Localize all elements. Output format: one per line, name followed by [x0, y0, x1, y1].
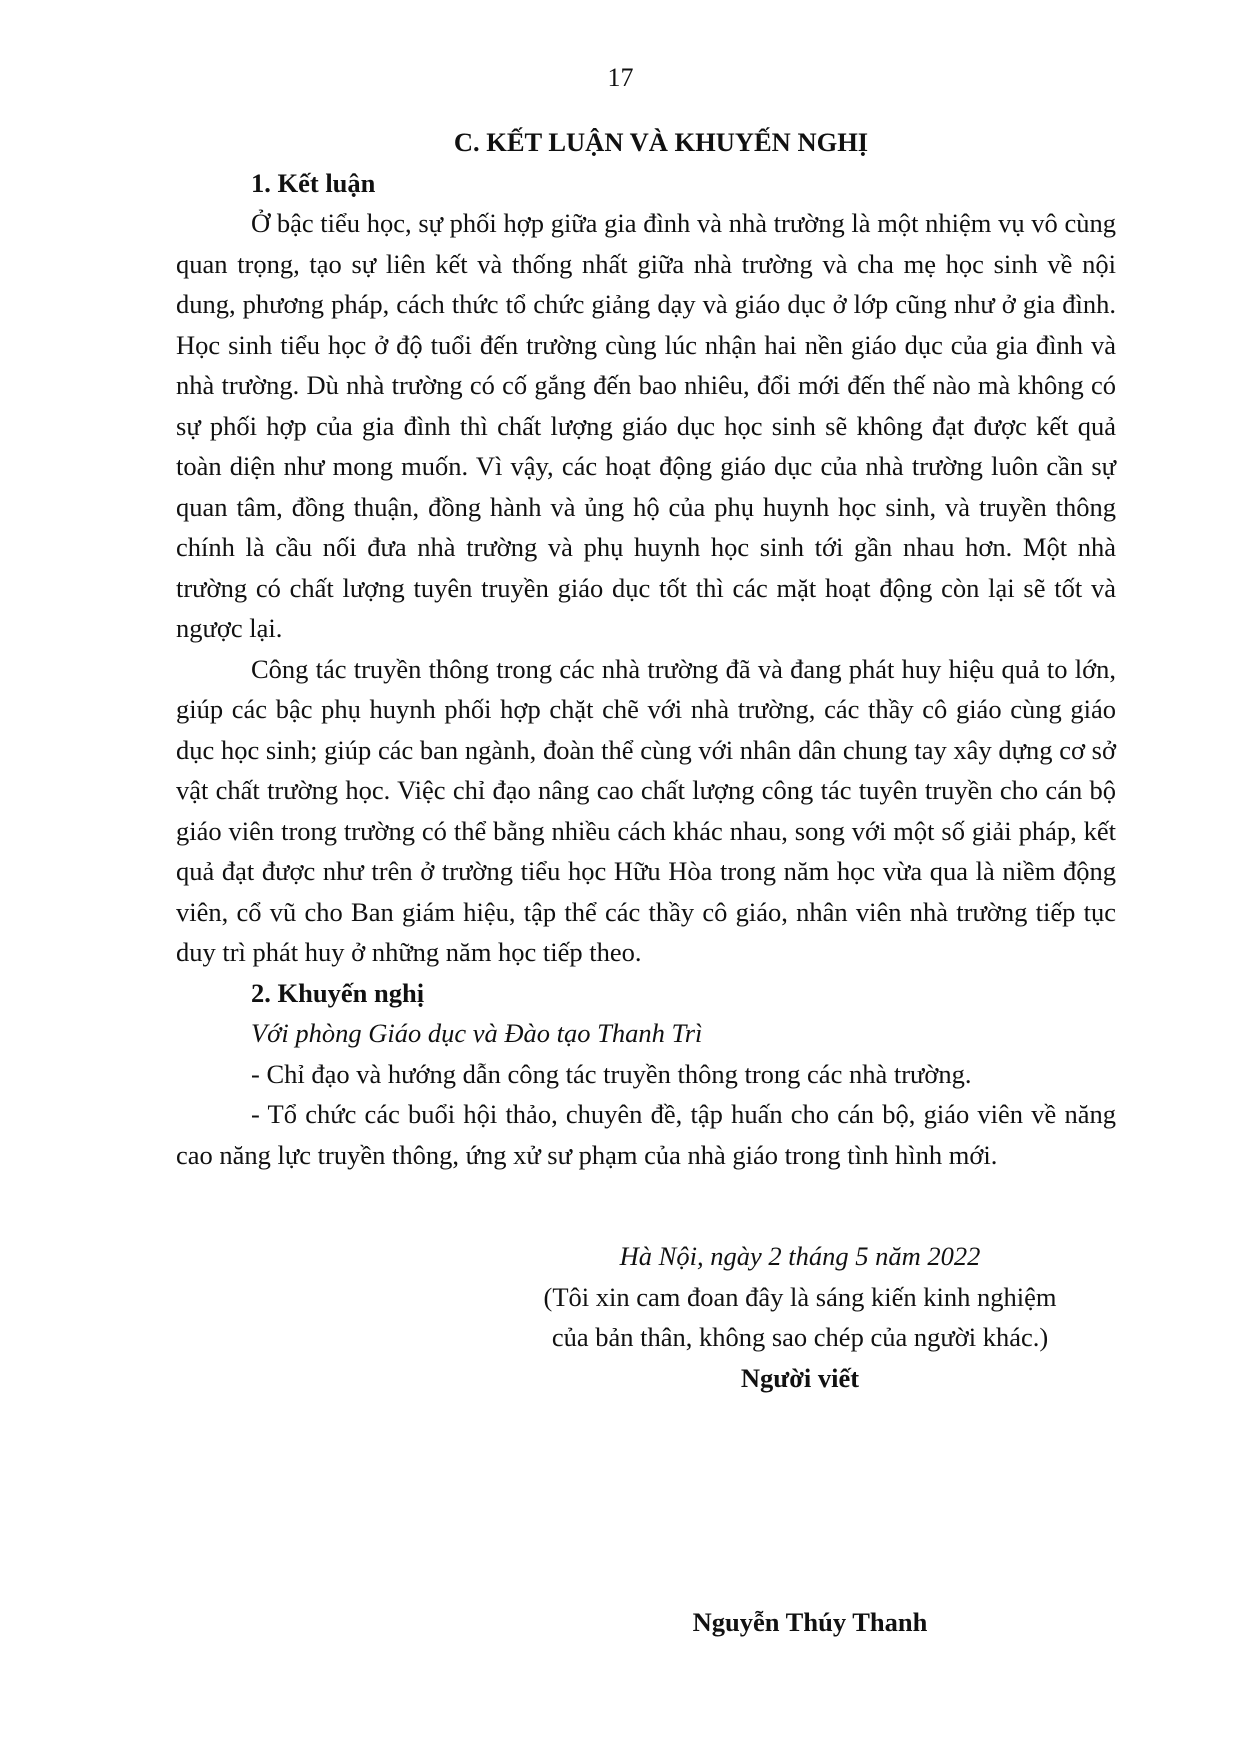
commitment-line-1: (Tôi xin cam đoan đây là sáng kiến kinh nghiệm — [543, 1281, 1057, 1312]
section-title: C. KẾT LUẬN VÀ KHUYẾN NGHỊ — [453, 127, 869, 157]
recommendation-heading: 2. Khuyến nghị — [251, 977, 425, 1008]
main-content — [176, 122, 1116, 1175]
signature-date: Hà Nội, ngày 2 tháng 5 năm 2022 — [619, 1241, 981, 1271]
page-number: 17 — [607, 63, 634, 92]
conclusion-heading: 1. Kết luận — [251, 167, 376, 198]
conclusion-paragraph-1: Ở bậc tiểu học, sự phối hợp giữa gia đình và nhà trường là một nhiệm vụ vô cùng quan trọng, tạo sự liên kết và thống nhất giữa nhà trường và cha mẹ học sinh về nội dung, phương pháp, cách thức tổ chức giảng dạy và giáo dục ở lớp cũng như ở gia đình. Học sinh tiểu học ở độ tuổi đến trường cùng lúc nhận hai nền giáo dục của gia đình và nhà trường. Dù nhà trường có cố gắng đến bao nhiêu, đổi mới đến thế nào mà không có sự phối hợp của gia đình thì chất lượng giáo dục học sinh sẽ không đạt được kết quả toàn diện như mong muốn. Vì vậy, các hoạt động giáo dục của nhà trường luôn cần sự quan tâm, đồng thuận, đồng hành và ủng hộ của phụ huynh học sinh, và truyền thông chính là cầu nối đưa nhà trường và phụ huynh học sinh tới gần nhau hơn. Một nhà trường có chất lượng tuyên truyền giáo dục tốt thì các mặt hoạt động còn lại sẽ tốt và ngược lại. — [176, 208, 1116, 643]
conclusion-paragraph-2: Công tác truyền thông trong các nhà trường đã và đang phát huy hiệu quả to lớn, giúp các bậc phụ huynh phối hợp chặt chẽ với nhà trường, các thầy cô giáo cùng giáo dục học sinh; giúp các ban ngành, đoàn thể cùng với nhân dân chung tay xây dựng cơ sở vật chất trường học. Việc chỉ đạo nâng cao chất lượng công tác tuyên truyền cho cán bộ giáo viên trong trường có thể bằng nhiều cách khác nhau, song với một số giải pháp, kết quả đạt được như trên ở trường tiểu học Hữu Hòa trong năm học vừa qua là niềm động viên, cổ vũ cho Ban giám hiệu, tập thể các thầy cô giáo, nhân viên nhà trường tiếp tục duy trì phát huy ở những năm học tiếp theo. — [176, 653, 1116, 967]
signer-role: Người viết — [740, 1362, 860, 1393]
recommendation-recipient: Với phòng Giáo dục và Đào tạo Thanh Trì — [251, 1018, 703, 1048]
signature-block — [540, 1236, 1060, 1398]
recommendation-item-1: - Chỉ đạo và hướng dẫn công tác truyền thông trong các nhà trường. — [251, 1058, 972, 1089]
author-name: Nguyễn Thúy Thanh — [692, 1607, 928, 1637]
commitment-line-2: của bản thân, không sao chép của người khác.) — [551, 1322, 1049, 1352]
recommendation-item-2: - Tổ chức các buổi hội thảo, chuyên đề, tập huấn cho cán bộ, giáo viên về năng cao năng lực truyền thông, ứng xử sư phạm của nhà giáo trong tình hình mới. — [176, 1099, 1116, 1170]
